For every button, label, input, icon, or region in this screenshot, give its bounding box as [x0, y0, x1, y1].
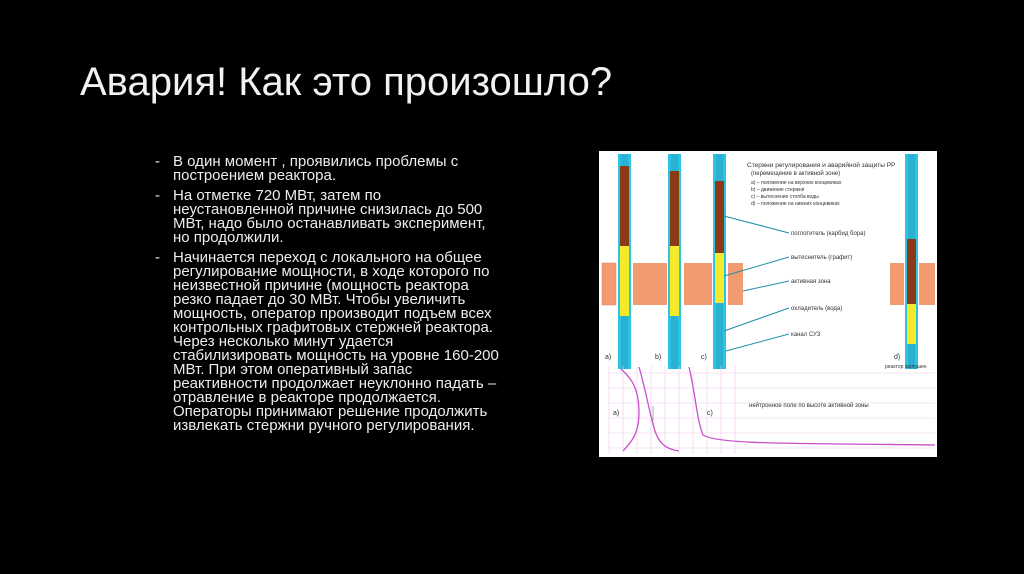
bullet-list — [155, 155, 505, 439]
diagram-svg — [599, 151, 937, 457]
bullet-item — [155, 251, 505, 433]
label-absorber: поглотитель (карбид бора) — [791, 231, 866, 237]
neutron-field-label: нейтронное поле по высоте активной зоны — [749, 403, 869, 409]
label-core: активная зона — [791, 279, 831, 285]
legend-item: b) – движение стержня — [751, 187, 805, 193]
slide-title: Авария! Как это произошло? — [80, 60, 613, 104]
core-zone — [602, 263, 935, 305]
neutron-field-plot — [609, 366, 935, 454]
bullet-item — [155, 155, 505, 183]
rod-label-b: b) — [655, 354, 662, 361]
rod-channel-c — [713, 154, 726, 369]
plot-label-c: c) — [707, 410, 713, 417]
bullet-text: Начинается переход с локального на общее регулирование мощности, в ходе которого по неизвестной причине (мощность реактора резко падает до 30 МВт. Чтобы увеличить мощность, оператор производит подъем всех контрольных графитовых стержней реактора. Через несколько минут удается стабилизировать мощность на уровне 160-200 МВт. При этом оперативный запас реактивности продолжает неуклонно падать – отравление в реакторе продолжается. Операторы принимают решение продолжить извлекать стержни ручного регулирования. — [173, 249, 499, 434]
reactor-rods-diagram — [599, 151, 937, 457]
legend-title-1: Стержни регулирования и аварийной защиты РР — [747, 162, 896, 169]
label-displacer: вытеснитель (графит) — [791, 255, 853, 261]
bullet-marker: - — [155, 249, 160, 266]
rod-d-caption: реактор заглушен — [885, 364, 927, 370]
bullet-item — [155, 189, 505, 245]
plot-label-a: а) — [613, 410, 620, 417]
bullet-marker: - — [155, 187, 160, 204]
rod-channel-d — [905, 154, 918, 369]
label-channel: канал СУЗ — [791, 332, 821, 338]
legend-title-2: (перемещение в активной зоне) — [751, 171, 841, 177]
legend-item: а) – положение на верхних концевиках — [751, 180, 842, 186]
label-coolant: охладитель (вода) — [791, 306, 843, 312]
legend-item: d) – положение на нижних концевиках — [751, 201, 840, 207]
rod-label-a: а) — [605, 354, 612, 361]
rod-label-c: c) — [701, 354, 707, 361]
legend-item: c) – вытеснение столба воды — [751, 194, 819, 200]
rod-channel-b — [668, 154, 681, 369]
bullet-text: В один момент , проявились проблемы с построением реактора. — [173, 153, 459, 184]
bullet-text: На отметке 720 МВт, затем по неустановленной причине снизилась до 500 МВт, надо было останавливать эксперимент, но продолжили. — [173, 187, 486, 246]
rod-label-d: d) — [894, 354, 901, 361]
rod-channel-a — [618, 154, 631, 369]
bullet-marker: - — [155, 153, 160, 170]
